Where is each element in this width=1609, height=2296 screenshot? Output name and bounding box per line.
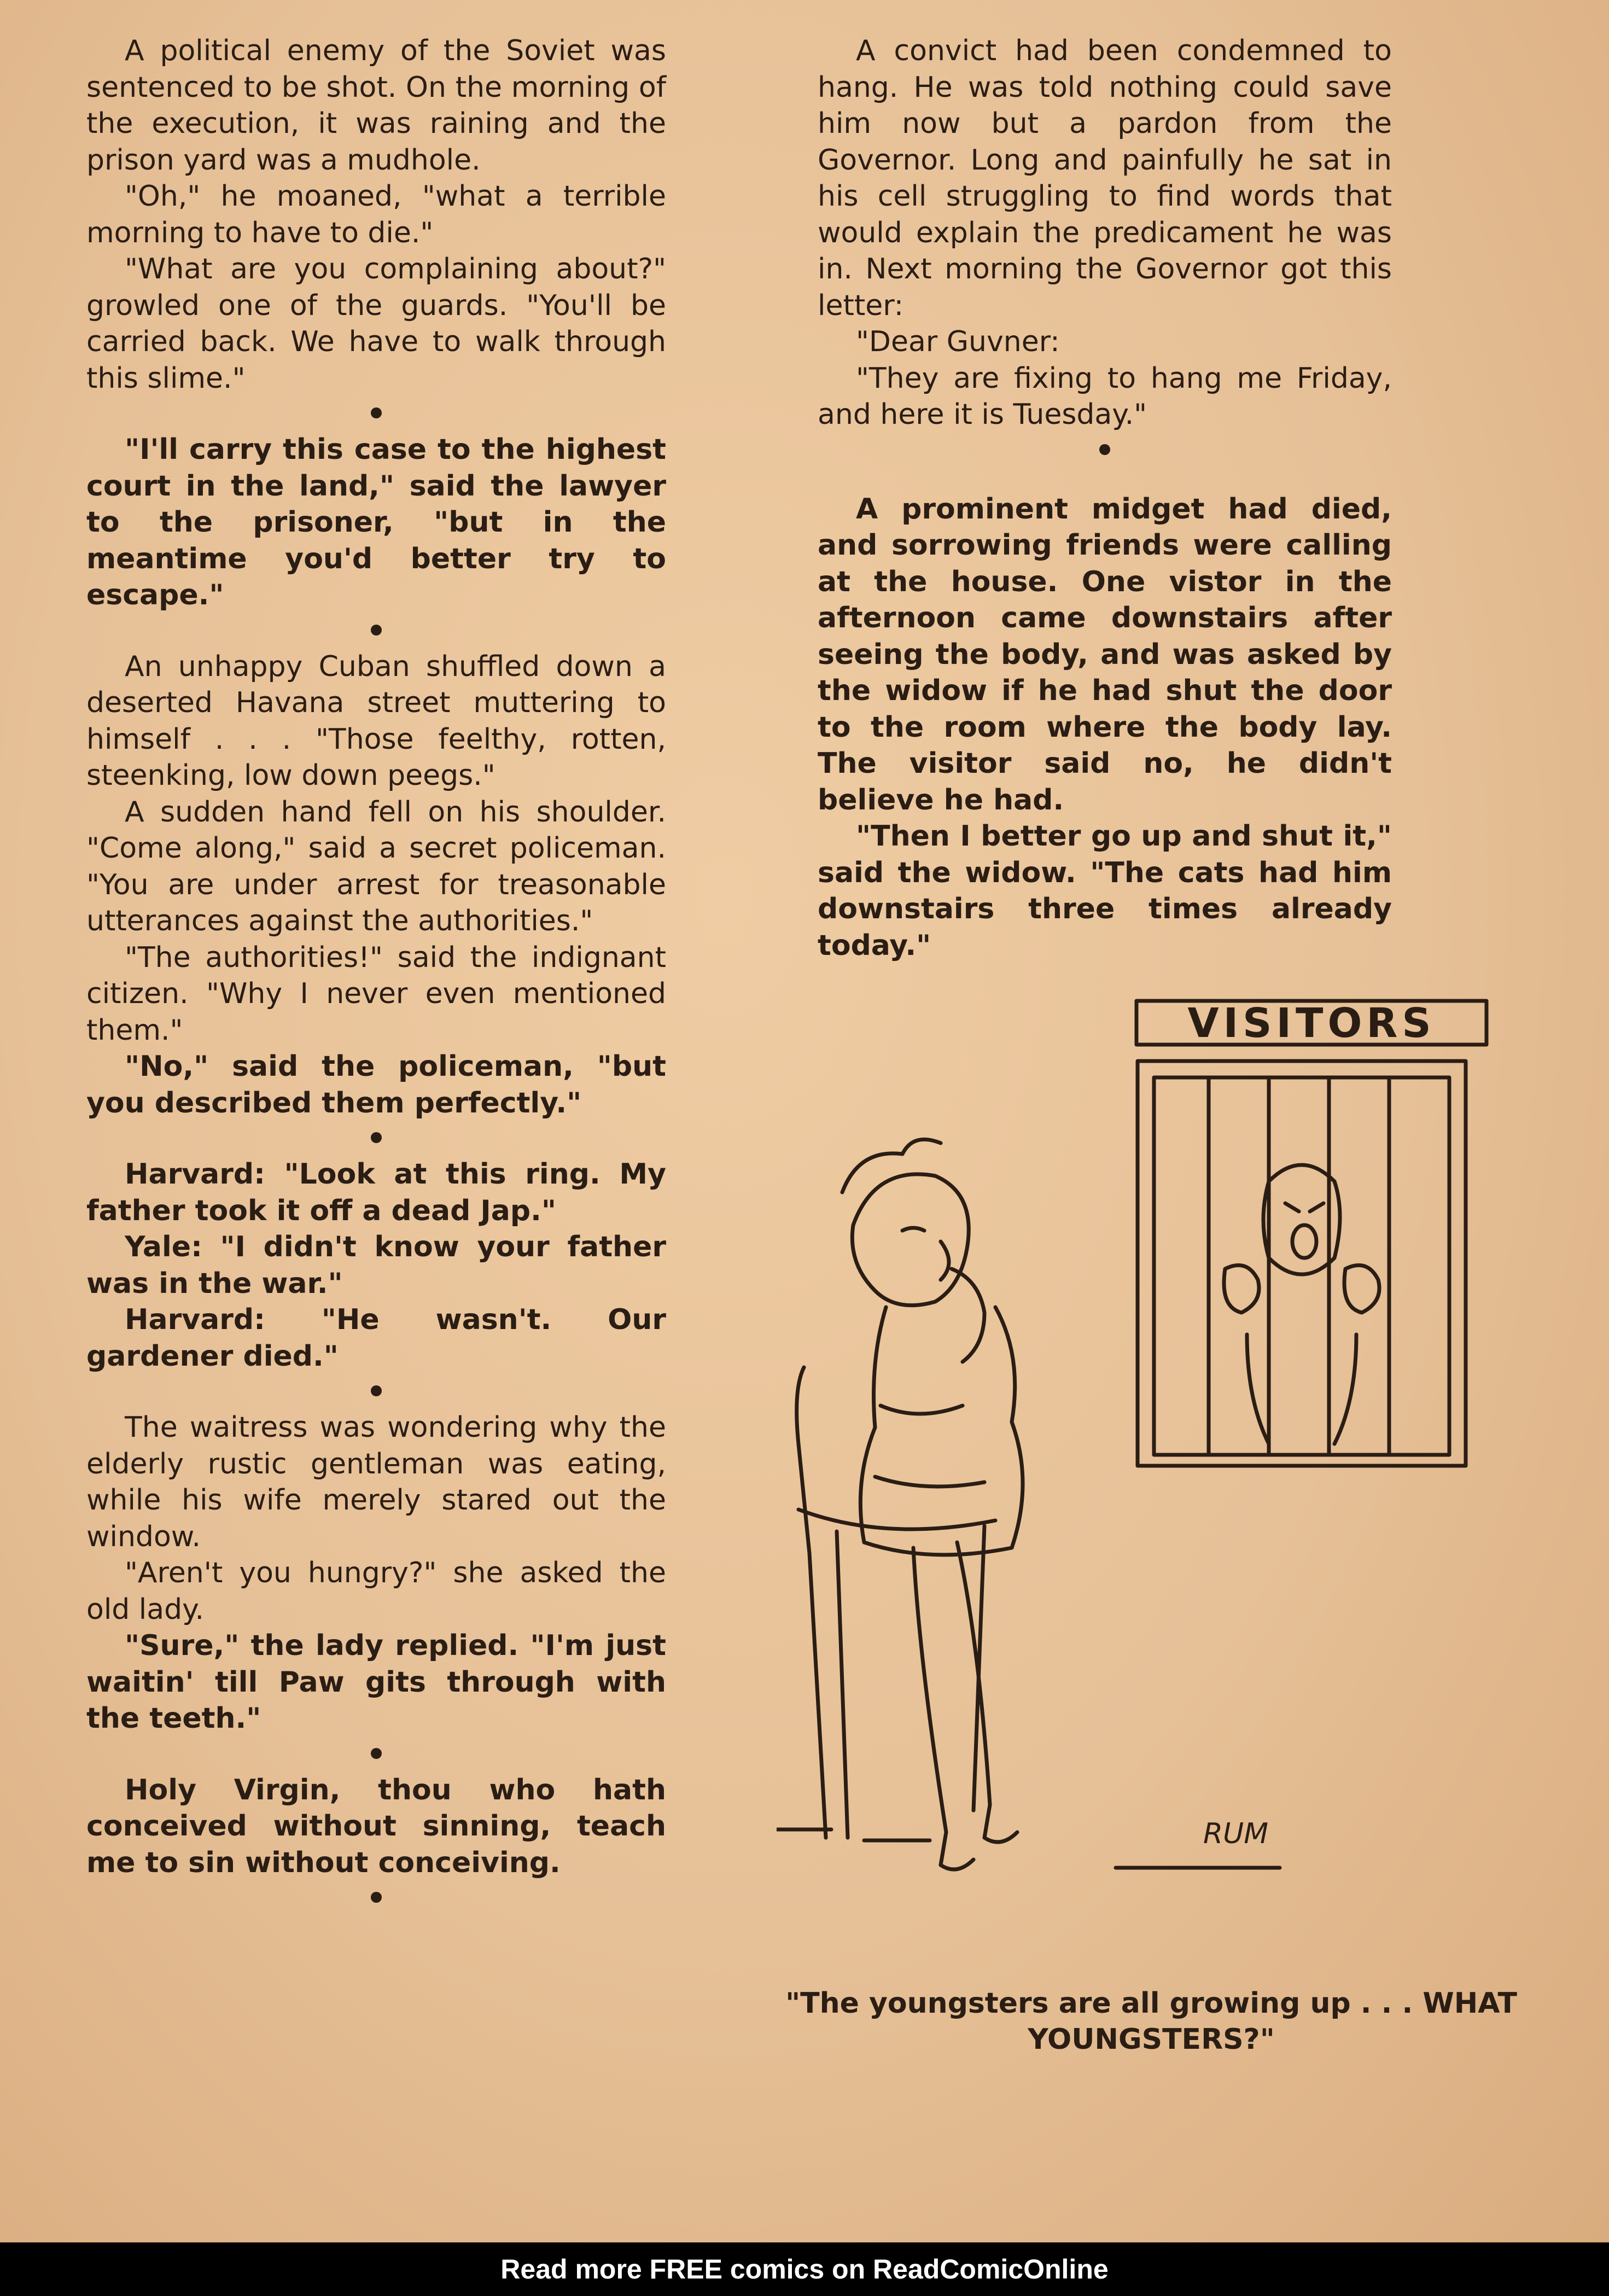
joke-paragraph: "Sure," the lady replied. "I'm just waitin' till Paw gits through with the teeth.": [86, 1629, 666, 1735]
chair: [797, 1367, 826, 1838]
woman-dress: [860, 1307, 1023, 1555]
joke-paragraph: "Aren't you hungry?" she asked the old lady.: [86, 1557, 666, 1626]
joke-lawyer: [86, 432, 666, 614]
joke-paragraph: Holy Virgin, thou who hath conceived without sinning, teach me to sin without conceiving.: [86, 1773, 666, 1879]
footer-banner[interactable]: Read more FREE comics on ReadComicOnline: [0, 2242, 1609, 2296]
joke-paragraph: The waitress was wondering why the elderly rustic gentleman was eating, while his wife merely stared out the window.: [86, 1411, 666, 1553]
joke-paragraph: "Then I better go up and shut it," said the widow. "The cats had him downstairs three times already today.": [818, 820, 1392, 962]
joke-paragraph: "Dear Guvner:: [856, 325, 1060, 358]
joke-paragraph: "What are you complaining about?" growled one of the guards. "You'll be carried back. We have to walk through this slime.": [86, 253, 666, 395]
artist-signature: RUM: [1203, 1817, 1269, 1850]
cartoon-illustration: [777, 984, 1542, 1969]
joke-paragraph: A political enemy of the Soviet was sentenced to be shot. On the morning of the execution, it was raining and the prison yard was a mudhole.: [86, 34, 666, 177]
joke-paragraph: A sudden hand fell on his shoulder. "Come along," said a secret policeman. "You are under arrest for treasonable utterances against the authorities.": [86, 795, 666, 937]
joke-prayer: [86, 1772, 666, 1881]
separator-dot: [371, 407, 382, 418]
joke-paragraph: Harvard: "Look at this ring. My father took it off a dead Jap.": [86, 1158, 666, 1227]
joke-paragraph: Yale: "I didn't know your father was in the war.": [86, 1231, 666, 1300]
joke-paragraph: "The authorities!" said the indignant citizen. "Why I never even mentioned them.": [86, 941, 666, 1047]
separator-dot: [371, 1892, 382, 1903]
separator-dot: [1099, 444, 1110, 455]
joke-paragraph: Harvard: "He wasn't. Our gardener died.": [86, 1303, 666, 1373]
separator-dot: [371, 625, 382, 636]
separator-dot: [371, 1132, 382, 1143]
visitors-sign-text: VISITORS: [1187, 1000, 1436, 1047]
joke-convict: [818, 33, 1392, 433]
joke-cuban: [86, 649, 666, 1122]
joke-paragraph: "I'll carry this case to the highest court in the land," said the lawyer to the prisoner, "but in the meantime you'd better try to escape.": [86, 433, 666, 611]
woman-head: [852, 1174, 969, 1306]
joke-harvard-yale: [86, 1156, 666, 1374]
joke-paragraph: A prominent midget had died, and sorrowing friends were calling at the house. One vistor in the afternoon came downstairs after seeing the body, and was asked by the widow if he had shut the door to the room where the body lay. The visitor said no, he didn't believe he had.: [818, 492, 1392, 817]
separator-dot: [371, 1748, 382, 1759]
joke-paragraph: "No," said the policeman, "but you described them perfectly.": [86, 1050, 666, 1120]
joke-paragraph: A convict had been condemned to hang. He was told nothing could save him now but a pardon from the Governor. Long and painfully he sat in his cell struggling to find words that would explain the predicament he was in. Next morning the Governor got this letter:: [818, 34, 1392, 322]
joke-paragraph: An unhappy Cuban shuffled down a deserted Havana street muttering to himself . . . "Those feelthy, rotten, steenking, low down peegs.": [86, 650, 666, 792]
joke-soviet: [86, 33, 666, 397]
joke-waitress: [86, 1409, 666, 1737]
joke-paragraph: "Oh," he moaned, "what a terrible morning to have to die.": [86, 180, 666, 249]
cartoon-caption: "The youngsters are all growing up . . . WHAT YOUNGSTERS?": [785, 1987, 1517, 2056]
joke-paragraph: "They are fixing to hang me Friday, and here it is Tuesday.": [818, 362, 1392, 431]
separator-dot: [371, 1385, 382, 1396]
left-column: [86, 33, 666, 1916]
visitors-window: [1138, 1061, 1466, 1466]
joke-midget: [818, 491, 1392, 964]
right-column: [818, 33, 1392, 964]
